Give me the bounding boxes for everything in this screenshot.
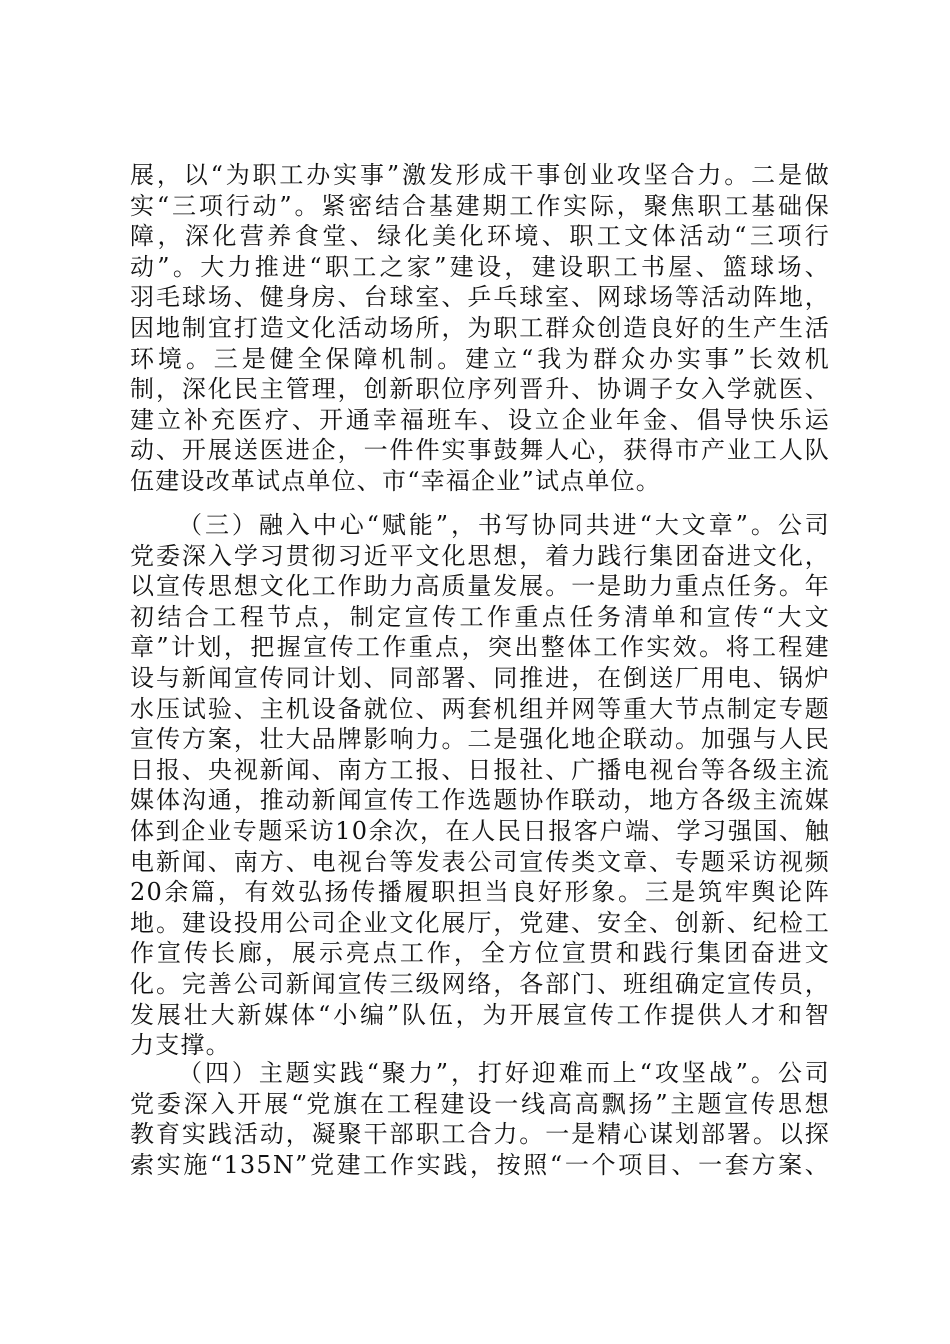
text-line: 实“三项行动”。紧密结合基建期工作实际，聚焦职工基础保 bbox=[130, 191, 830, 220]
text-line: 因地制宜打造文化活动场所，为职工群众创造良好的生产生活 bbox=[130, 313, 830, 342]
paragraph-1 bbox=[130, 160, 830, 497]
text-line: 制，深化民主管理，创新职位序列晋升、协调子女入学就医、 bbox=[130, 375, 830, 404]
paragraph-3 bbox=[130, 1058, 830, 1180]
text-line: 党委深入学习贯彻习近平文化思想，着力践行集团奋进文化， bbox=[130, 541, 830, 570]
text-line: 羽毛球场、健身房、台球室、乒乓球室、网球场等活动阵地， bbox=[130, 283, 830, 312]
paragraph-2 bbox=[130, 510, 830, 1061]
text-line: 建立补充医疗、开通幸福班车、设立企业年金、倡导快乐运 bbox=[130, 405, 830, 434]
text-line: 地。建设投用公司企业文化展厅，党建、安全、创新、纪检工 bbox=[130, 908, 830, 937]
text-line: 电新闻、南方、电视台等发表公司宣传类文章、专题采访视频 bbox=[130, 847, 830, 876]
text-line: 伍建设改革试点单位、市“幸福企业”试点单位。 bbox=[130, 466, 661, 495]
text-line: 环境。三是健全保障机制。建立“我为群众办实事”长效机 bbox=[130, 344, 830, 373]
text-line: （三）融入中心“赋能”，书写协同共进“大文章”。公司 bbox=[178, 511, 830, 539]
text-line: 发展壮大新媒体“小编”队伍，为开展宣传工作提供人才和智 bbox=[130, 1000, 830, 1029]
text-line: 20余篇，有效弘扬传播履职担当良好形象。三是筑牢舆论阵 bbox=[130, 878, 830, 907]
text-line: 展，以“为职工办实事”激发形成干事创业攻坚合力。二是做 bbox=[130, 161, 830, 189]
text-line: 体到企业专题采访10余次，在人民日报客户端、学习强国、触 bbox=[130, 816, 830, 845]
text-line: 党委深入开展“党旗在工程建设一线高高飘扬”主题宣传思想 bbox=[130, 1089, 830, 1118]
text-line: 力支撑。 bbox=[130, 1031, 231, 1060]
text-line: 章”计划，把握宣传工作重点，突出整体工作实效。将工程建 bbox=[130, 633, 830, 662]
text-line: 日报、央视新闻、南方工报、日报社、广播电视台等各级主流 bbox=[130, 755, 830, 784]
text-line: 媒体沟通，推动新闻宣传工作选题协作联动，地方各级主流媒 bbox=[130, 786, 830, 815]
text-line: 动”。大力推进“职工之家”建设，建设职工书屋、篮球场、 bbox=[130, 252, 830, 281]
text-line: 动、开展送医进企，一件件实事鼓舞人心，获得市产业工人队 bbox=[130, 436, 830, 465]
text-line: 化。完善公司新闻宣传三级网络，各部门、班组确定宣传员， bbox=[130, 969, 830, 998]
text-line: 宣传方案，壮大品牌影响力。二是强化地企联动。加强与人民 bbox=[130, 725, 830, 754]
text-line: 作宣传长廊，展示亮点工作，全方位宣贯和践行集团奋进文 bbox=[130, 939, 830, 968]
text-line: 设与新闻宣传同计划、同部署、同推进，在倒送厂用电、锅炉 bbox=[130, 663, 830, 692]
text-line: 初结合工程节点，制定宣传工作重点任务清单和宣传“大文 bbox=[130, 602, 830, 631]
text-line: 以宣传思想文化工作助力高质量发展。一是助力重点任务。年 bbox=[130, 572, 830, 601]
text-line: 索实施“135N”党建工作实践，按照“一个项目、一套方案、 bbox=[130, 1150, 830, 1179]
text-line: 水压试验、主机设备就位、两套机组并网等重大节点制定专题 bbox=[130, 694, 830, 723]
text-line: 教育实践活动，凝聚干部职工合力。一是精心谋划部署。以探 bbox=[130, 1120, 830, 1149]
text-line: （四）主题实践“聚力”，打好迎难而上“攻坚战”。公司 bbox=[178, 1059, 830, 1087]
text-line: 障，深化营养食堂、绿化美化环境、职工文体活动“三项行 bbox=[130, 222, 830, 251]
